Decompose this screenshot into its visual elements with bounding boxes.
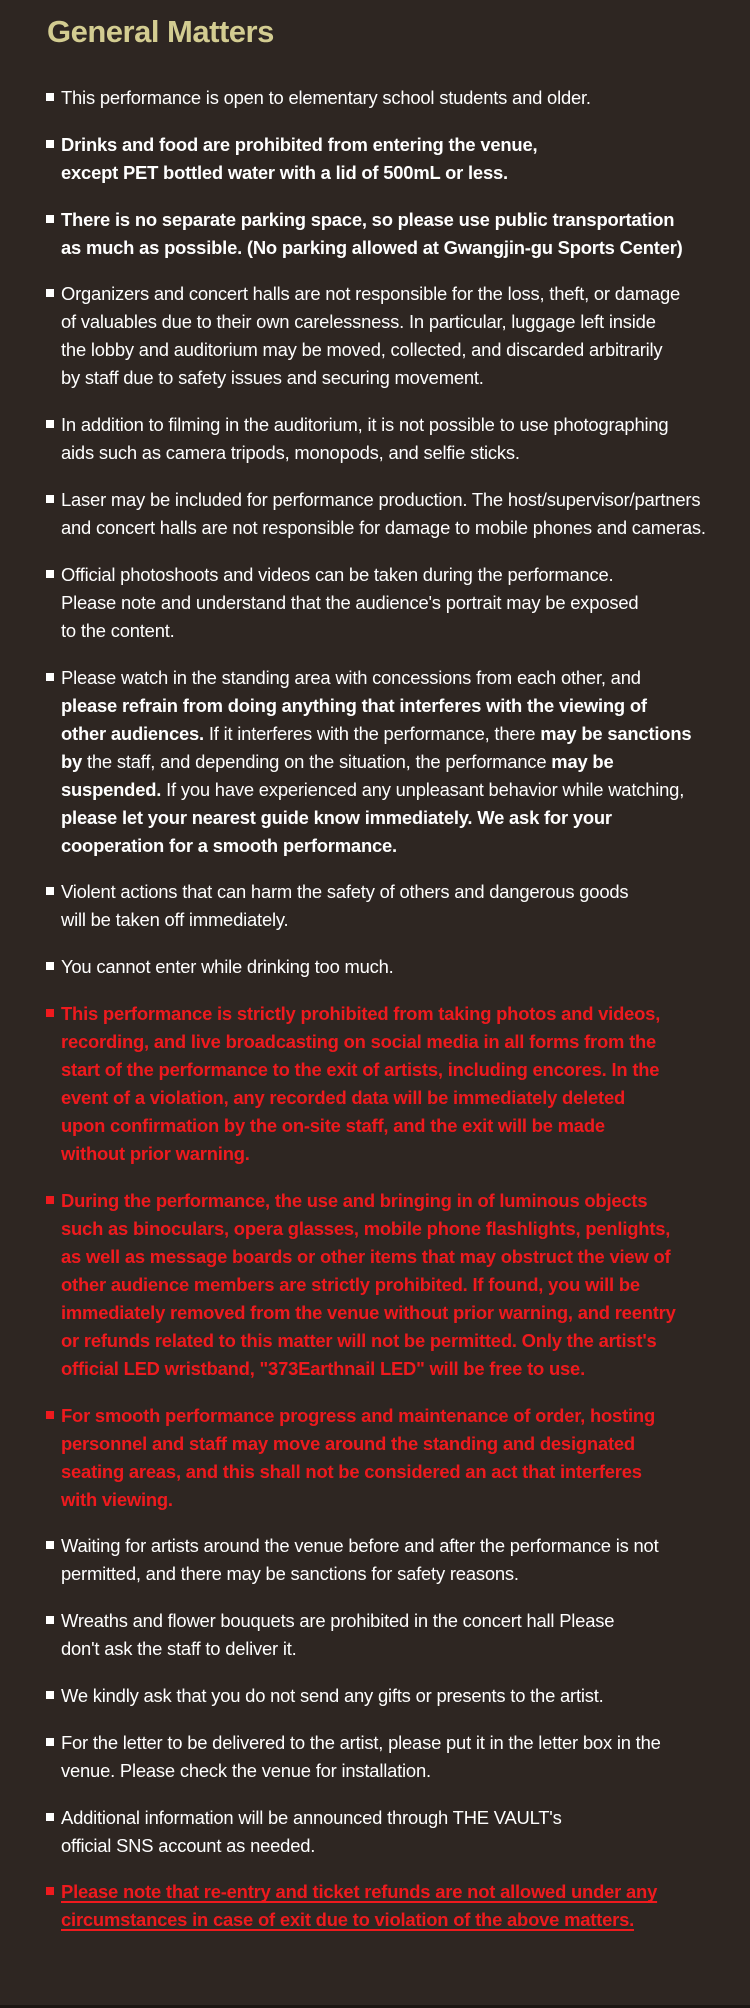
notice-item-photo-aids — [0, 411, 750, 467]
square-bullet-icon — [46, 495, 54, 503]
notice-text: Laser may be included for performance production. The host/supervisor/partners and concert halls are not responsible for damage to mobile phones and cameras. — [61, 488, 706, 538]
notice-text: Wreaths and flower bouquets are prohibited in the concert hall Please don't ask the staff to deliver it. — [61, 1610, 615, 1660]
square-bullet-icon — [46, 93, 54, 101]
notice-text: Please note that re-entry and ticket refunds are not allowed under any circumstances in case of exit due to violation of the above matters. — [61, 1881, 658, 1931]
notice-list — [0, 84, 750, 1953]
notice-text-emphasis: may be suspended. — [61, 750, 614, 800]
notice-text: For the letter to be delivered to the artist, please put it in the letter box in the venue. Please check the venue for installation. — [61, 1731, 661, 1781]
square-bullet-icon — [46, 1196, 54, 1204]
notice-item-recording-prohibited — [0, 1000, 750, 1168]
notice-text-part: If it interferes with the performance, there — [203, 722, 541, 744]
square-bullet-icon — [46, 289, 54, 297]
notice-item-official-filming — [0, 561, 750, 645]
square-bullet-icon — [46, 962, 54, 970]
notice-item-laser — [0, 486, 750, 542]
notice-item-food-drinks — [0, 131, 750, 187]
square-bullet-icon — [46, 1738, 54, 1746]
square-bullet-icon — [46, 1541, 54, 1549]
notice-text: Drinks and food are prohibited from entering the venue, except PET bottled water with a lid of 500mL or less. — [61, 133, 538, 183]
notice-item-age-limit — [0, 84, 750, 112]
notice-text: Organizers and concert halls are not responsible for the loss, theft, or damage of valuables due to their own carelessness. In particular, luggage left inside the lobby and auditorium may be moved, collected, and discarded arbitrarily by staff due to safety issues and securing movement. — [61, 283, 681, 389]
notice-item-additional-info — [0, 1804, 750, 1860]
square-bullet-icon — [46, 1616, 54, 1624]
page-title: General Matters — [47, 14, 274, 49]
square-bullet-icon — [46, 887, 54, 895]
notice-item-drinking — [0, 953, 750, 981]
notice-text-emphasis: please refrain from doing anything that interferes with the viewing of other audiences. — [61, 694, 647, 744]
notice-text: You cannot enter while drinking too much. — [61, 956, 394, 978]
notice-text-emphasis: please let your nearest guide know immediately. We ask for your cooperation for a smooth performance. — [61, 806, 612, 856]
notice-item-luminous-objects — [0, 1187, 750, 1383]
notice-text-part: If you have experienced any unpleasant behavior while watching, — [166, 778, 685, 800]
square-bullet-icon — [46, 673, 54, 681]
notice-item-letters — [0, 1729, 750, 1785]
square-bullet-icon — [46, 1813, 54, 1821]
notice-item-violent-actions — [0, 878, 750, 934]
square-bullet-icon — [46, 420, 54, 428]
square-bullet-icon — [46, 1411, 54, 1419]
notice-item-gifts — [0, 1682, 750, 1710]
notice-item-no-reentry-refund — [0, 1878, 750, 1934]
notice-text-part: Please watch in the standing area with concessions from each other, and — [61, 666, 641, 688]
notice-item-valuables — [0, 280, 750, 392]
square-bullet-icon — [46, 1691, 54, 1699]
square-bullet-icon — [46, 570, 54, 578]
notice-item-parking — [0, 206, 750, 262]
notice-item-staff-movement — [0, 1402, 750, 1514]
notice-text: This performance is strictly prohibited from taking photos and videos, recording, and live broadcasting on social media in all forms from the start of the performance to the exit of artists, including encores. In the event of a violation, any recorded data will be immediately deleted upon confirmation by the on-site staff, and the exit will be made without prior warning. — [61, 1002, 661, 1164]
notice-item-wreaths — [0, 1607, 750, 1663]
notice-text — [61, 667, 691, 856]
notice-text: This performance is open to elementary school students and older. — [61, 87, 591, 108]
notice-text: Official photoshoots and videos can be taken during the performance. Please note and understand that the audience's portrait may be exposed to the content. — [61, 563, 639, 641]
notice-text: In addition to filming in the auditorium, it is not possible to use photographing aids such as camera tripods, monopods, and selfie sticks. — [61, 414, 669, 464]
notice-item-waiting-for-artists — [0, 1532, 750, 1588]
square-bullet-icon — [46, 1009, 54, 1017]
notice-text-emphasis: may be sanctions by — [61, 722, 692, 772]
notice-text: We kindly ask that you do not send any gifts or presents to the artist. — [61, 1684, 604, 1706]
notice-text: Additional information will be announced through THE VAULT's official SNS account as needed. — [61, 1806, 562, 1856]
notice-text-part: the staff, and depending on the situation, the performance — [82, 750, 552, 772]
notice-text: There is no separate parking space, so please use public transportation as much as possible. (No parking allowed at Gwangjin-gu Sports Center) — [61, 208, 683, 258]
square-bullet-icon — [46, 215, 54, 223]
notice-text: Violent actions that can harm the safety of others and dangerous goods will be taken off immediately. — [61, 881, 629, 931]
square-bullet-icon — [46, 140, 54, 148]
notice-text: During the performance, the use and bringing in of luminous objects such as binoculars, opera glasses, mobile phone flashlights, penlights, as well as message boards or other items that may obstruct the view of other audience members are strictly prohibited. If found, you will be immediately removed from the venue without prior warning, and reentry or refunds related to this matter will not be permitted. Only the artist's official LED wristband, "373Earthnail LED" will be free to use. — [61, 1189, 676, 1379]
notice-text: For smooth performance progress and maintenance of order, hosting personnel and staff may move around the standing and designated seating areas, and this shall not be considered an act that interferes with viewing. — [61, 1404, 655, 1510]
square-bullet-icon — [46, 1887, 54, 1895]
notice-text: Waiting for artists around the venue before and after the performance is not permitted, and there may be sanctions for safety reasons. — [61, 1535, 659, 1585]
notice-item-standing-area — [0, 664, 750, 860]
